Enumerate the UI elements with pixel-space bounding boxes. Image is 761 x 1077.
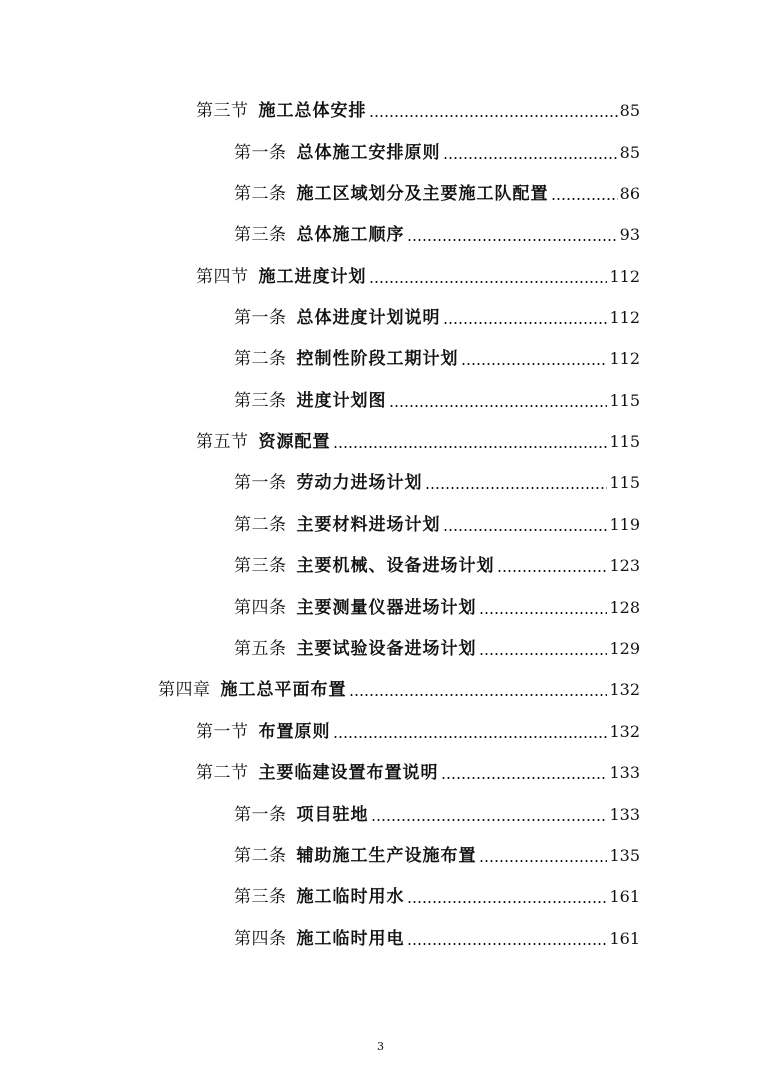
- toc-entry-page: 132: [609, 722, 640, 741]
- toc-entry-page: 119: [609, 515, 640, 534]
- toc-entry-number: 第四条: [234, 598, 287, 618]
- toc-entry-title: 施工总平面布置: [220, 680, 347, 700]
- toc-dot-leader: [443, 529, 608, 531]
- toc-entry-title: 进度计划图: [296, 391, 387, 411]
- toc-entry-title: 总体进度计划说明: [296, 308, 441, 328]
- toc-entry-page: 115: [609, 391, 640, 410]
- toc-dot-leader: [333, 446, 608, 448]
- toc-entry-page: 85: [619, 101, 640, 120]
- toc-entry-title: 总体施工顺序: [296, 225, 405, 245]
- toc-entry[interactable]: [196, 262, 640, 288]
- toc-entry-title: 施工进度计划: [258, 267, 367, 287]
- toc-entry[interactable]: [234, 220, 640, 246]
- toc-entry-title: 施工临时用水: [296, 887, 405, 907]
- toc-entry-title: 施工区域划分及主要施工队配置: [296, 184, 549, 204]
- toc-entry-title: 主要材料进场计划: [296, 515, 441, 535]
- toc-dot-leader: [441, 777, 608, 779]
- toc-entry-page: 161: [609, 929, 640, 948]
- toc-entry-number: 第四节: [196, 267, 249, 287]
- toc-dot-leader: [389, 405, 608, 407]
- toc-dot-leader: [443, 157, 618, 159]
- toc-dot-leader: [407, 901, 608, 903]
- toc-entry-title: 主要机械、设备进场计划: [296, 556, 495, 576]
- toc-entry-title: 控制性阶段工期计划: [296, 349, 459, 369]
- toc-entry-page: 128: [609, 598, 640, 617]
- toc-entry-page: 115: [609, 473, 640, 492]
- toc-dot-leader: [407, 943, 608, 945]
- toc-entry-page: 135: [609, 846, 640, 865]
- toc-entry-number: 第三条: [234, 887, 287, 907]
- toc-entry-title: 施工总体安排: [258, 101, 367, 121]
- toc-entry-page: 129: [609, 639, 640, 658]
- toc-entry-number: 第一节: [196, 722, 249, 742]
- toc-entry-page: 133: [609, 763, 640, 782]
- toc-entry-number: 第三条: [234, 225, 287, 245]
- toc-entry[interactable]: [234, 634, 640, 660]
- toc-dot-leader: [497, 570, 608, 572]
- toc-entry-number: 第五节: [196, 432, 249, 452]
- toc-entry-number: 第二条: [234, 349, 287, 369]
- toc-entry-page: 112: [609, 267, 640, 286]
- toc-entry-number: 第二条: [234, 515, 287, 535]
- toc-entry-title: 资源配置: [258, 432, 331, 452]
- toc-entry-title: 劳动力进场计划: [296, 473, 423, 493]
- toc-entry[interactable]: [234, 882, 640, 908]
- toc-dot-leader: [407, 239, 618, 241]
- toc-entry-page: 161: [609, 887, 640, 906]
- toc-entry[interactable]: [234, 138, 640, 164]
- toc-entry-number: 第一条: [234, 805, 287, 825]
- toc-entry-page: 132: [609, 680, 640, 699]
- toc-entry-number: 第一条: [234, 473, 287, 493]
- toc-entry-page: 112: [609, 308, 640, 327]
- toc-entry-page: 115: [609, 432, 640, 451]
- toc-entry[interactable]: [234, 841, 640, 867]
- toc-entry-title: 主要试验设备进场计划: [296, 639, 477, 659]
- toc-entry-number: 第二节: [196, 763, 249, 783]
- toc-entry-page: 133: [609, 805, 640, 824]
- toc-entry[interactable]: [234, 510, 640, 536]
- toc-entry-title: 布置原则: [258, 722, 331, 742]
- toc-entry-number: 第五条: [234, 639, 287, 659]
- toc-entry-number: 第三条: [234, 556, 287, 576]
- toc-entry-page: 112: [609, 349, 640, 368]
- toc-entry[interactable]: [234, 179, 640, 205]
- toc-entry[interactable]: [234, 468, 640, 494]
- toc-entry[interactable]: [234, 800, 640, 826]
- toc-entry-page: 123: [609, 556, 640, 575]
- toc-dot-leader: [479, 653, 608, 655]
- toc-entry-page: 86: [619, 184, 640, 203]
- toc-entry-title: 总体施工安排原则: [296, 143, 441, 163]
- page-number-footer: 3: [377, 1040, 384, 1053]
- toc-dot-leader: [425, 487, 608, 489]
- toc-dot-leader: [479, 860, 608, 862]
- toc-dot-leader: [371, 819, 608, 821]
- toc-entry-title: 主要临建设置布置说明: [258, 763, 439, 783]
- toc-dot-leader: [369, 115, 618, 117]
- toc-entry-number: 第一条: [234, 143, 287, 163]
- toc-entry-number: 第四章: [158, 680, 211, 700]
- toc-entry[interactable]: [196, 717, 640, 743]
- toc-entry-number: 第三节: [196, 101, 249, 121]
- toc-entry[interactable]: [234, 344, 640, 370]
- toc-entry[interactable]: [196, 96, 640, 122]
- toc-entry[interactable]: [234, 593, 640, 619]
- toc-entry[interactable]: [234, 303, 640, 329]
- toc-dot-leader: [443, 322, 608, 324]
- toc-dot-leader: [333, 736, 608, 738]
- toc-entry-page: 85: [619, 143, 640, 162]
- toc-entry-number: 第一条: [234, 308, 287, 328]
- toc-entry-title: 施工临时用电: [296, 929, 405, 949]
- toc-entry[interactable]: [158, 675, 640, 701]
- toc-entry[interactable]: [234, 551, 640, 577]
- toc-entry[interactable]: [196, 427, 640, 453]
- toc-entry[interactable]: [234, 386, 640, 412]
- toc-entry-title: 主要测量仪器进场计划: [296, 598, 477, 618]
- toc-dot-leader: [479, 612, 608, 614]
- toc-entry-number: 第二条: [234, 846, 287, 866]
- toc-entry[interactable]: [196, 758, 640, 784]
- toc-entry-page: 93: [619, 225, 640, 244]
- toc-dot-leader: [369, 281, 608, 283]
- toc-entry-number: 第二条: [234, 184, 287, 204]
- toc-entry-title: 辅助施工生产设施布置: [296, 846, 477, 866]
- toc-dot-leader: [551, 198, 618, 200]
- toc-entry-title: 项目驻地: [296, 805, 369, 825]
- toc-entry-number: 第四条: [234, 929, 287, 949]
- toc-dot-leader: [349, 694, 608, 696]
- toc-entry[interactable]: [234, 924, 640, 950]
- toc-entry-number: 第三条: [234, 391, 287, 411]
- toc-dot-leader: [461, 363, 608, 365]
